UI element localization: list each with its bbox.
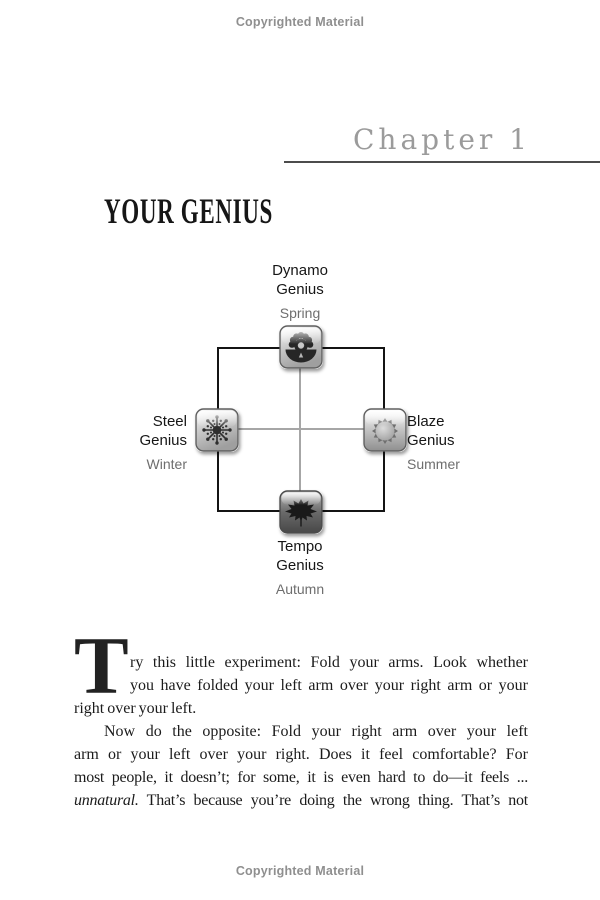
node-name-line: Blaze — [407, 413, 445, 430]
steel-snowflake-icon — [195, 408, 239, 452]
chapter-heading: Chapter 1 — [284, 119, 600, 163]
page-title: YOUR GENIUS — [104, 191, 273, 231]
node-name-line: Genius — [276, 281, 324, 298]
node-season: Autumn — [275, 581, 325, 597]
body-line: ry this little experiment: Fold your arms. Look whether — [130, 654, 528, 671]
dynamo-flower-icon — [279, 325, 323, 369]
node-label-tempo — [238, 537, 362, 597]
blaze-sun-icon — [363, 408, 407, 452]
node-name-line: Steel — [152, 413, 187, 430]
italic-word: unnatural. — [74, 792, 139, 809]
body-text — [74, 620, 528, 812]
node-name-line: Tempo — [277, 538, 323, 555]
body-line: right over your left. — [74, 700, 197, 717]
node-name-line: Genius — [407, 432, 455, 449]
node-season: Winter — [146, 456, 187, 472]
node-label-dynamo — [238, 261, 362, 321]
node-label-steel — [57, 412, 187, 472]
node-season: Summer — [407, 456, 460, 472]
diagram-horizontal-connector — [218, 428, 382, 430]
node-label-blaze — [407, 412, 537, 472]
body-line-rest: That’s because you’re doing the wrong thing. That’s not — [138, 792, 528, 809]
node-name-line: Genius — [276, 557, 324, 574]
copyright-banner-top: Copyrighted Material — [235, 15, 365, 29]
body-line: Now do the opposite: Fold your right arm over your left — [104, 723, 528, 740]
drop-cap: T — [74, 620, 129, 711]
node-season: Spring — [279, 305, 321, 321]
body-line — [74, 789, 528, 812]
node-name-line: Dynamo — [272, 262, 328, 279]
body-line: most people, it doesn’t; for some, it is even hard to do—it feels ... — [74, 769, 528, 786]
node-name-line: Genius — [139, 432, 187, 449]
body-line: you have folded your left arm over your right arm or your — [130, 677, 528, 694]
copyright-banner-bottom: Copyrighted Material — [235, 864, 365, 878]
tempo-maple-leaf-icon — [279, 490, 323, 534]
body-line: arm or your left over your right. Does it feel comfortable? For — [74, 746, 528, 763]
